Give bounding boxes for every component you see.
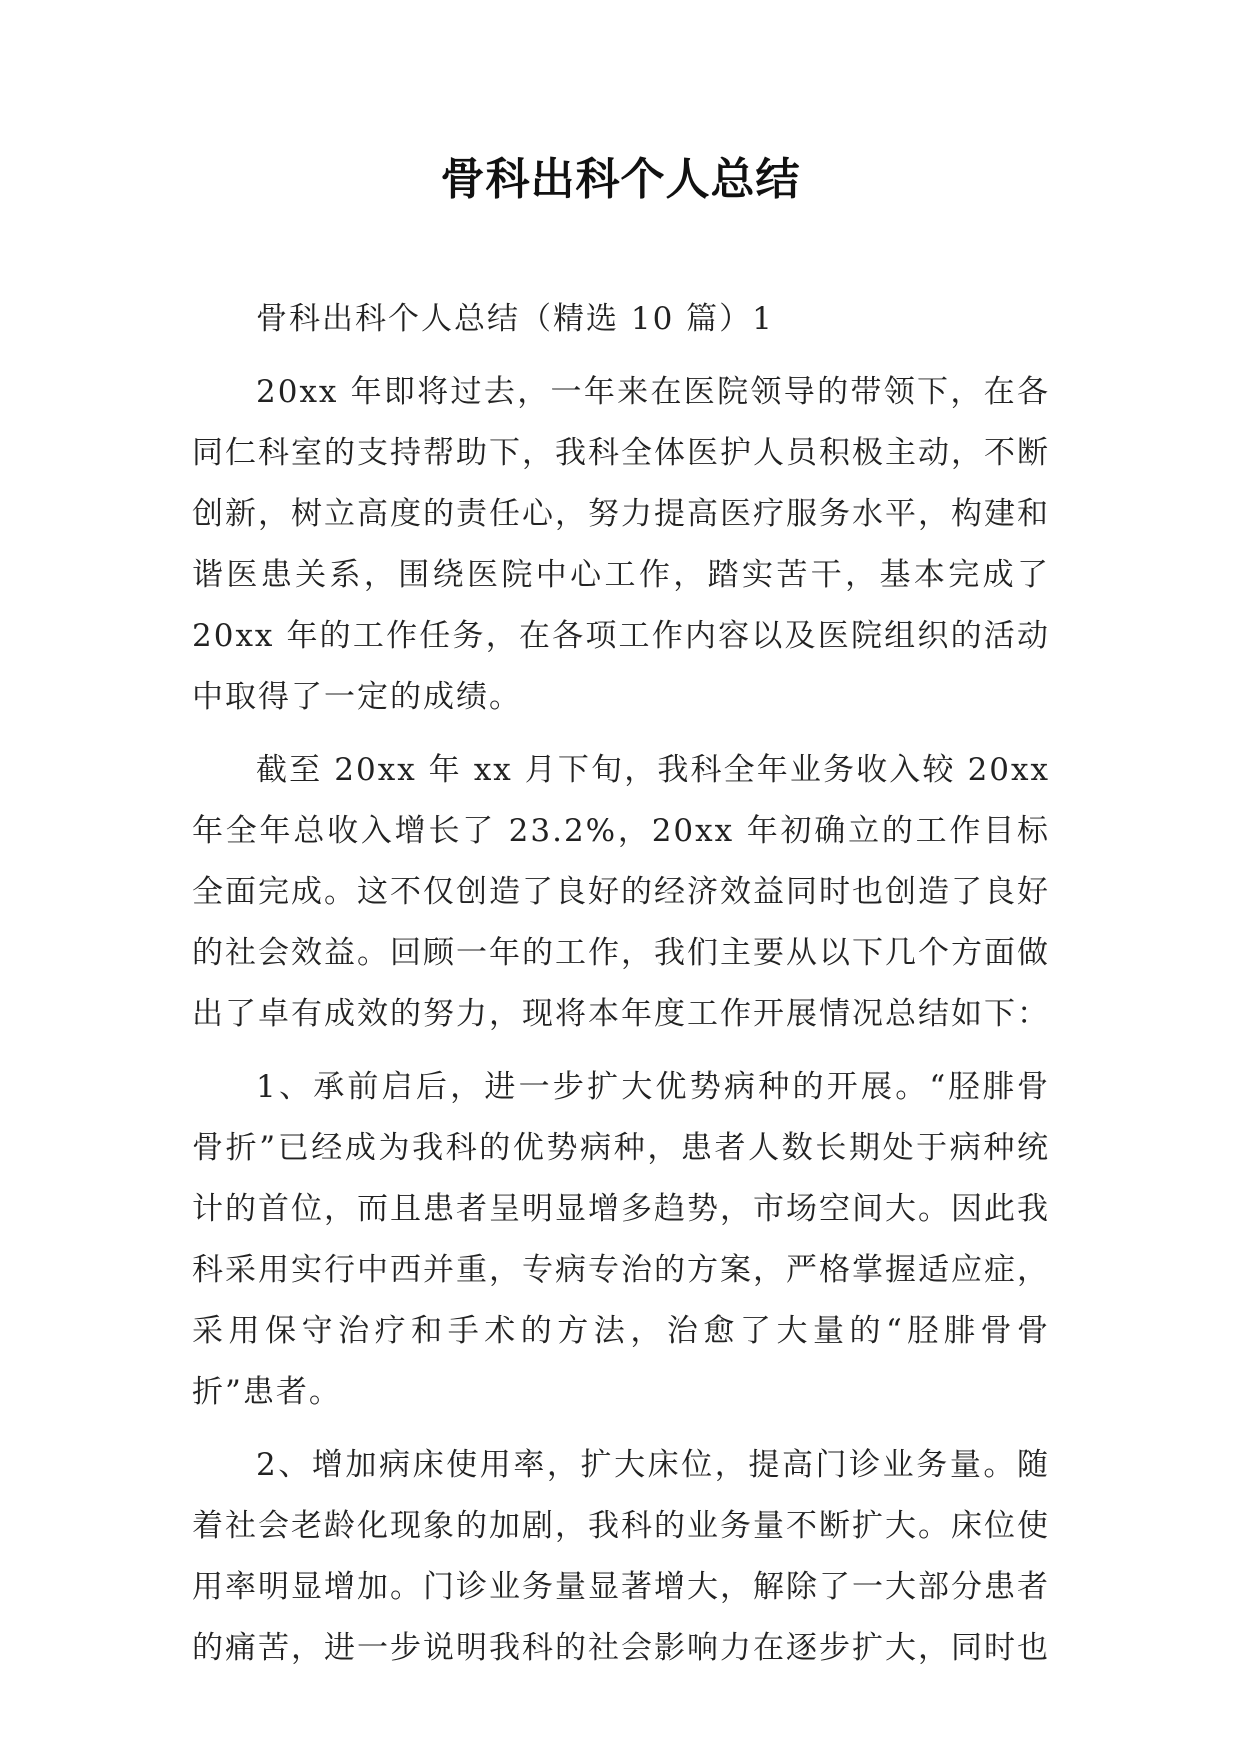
document-body [192, 289, 1050, 1679]
document-title: 骨科出科个人总结 [440, 154, 801, 205]
paragraph-revenue: 截至 20xx 年 xx 月下旬，我科全年业务收入较 20xx 年全年总收入增长了 23.2%，20xx 年初确立的工作目标全面完成。这不仅创造了良好的经济效益同时也创造了良好的社会效益。回顾一年的工作，我们主要从以下几个方面做出了卓有成效的努力，现将本年度工作开展情况总结如下： [192, 752, 1050, 1032]
document-subtitle: 骨科出科个人总结（精选 10 篇）1 [256, 301, 774, 337]
paragraph-intro: 20xx 年即将过去，一年来在医院领导的带领下，在各同仁科室的支持帮助下，我科全体医护人员积极主动，不断创新，树立高度的责任心，努力提高医疗服务水平，构建和谐医患关系，围绕医院中心工作，踏实苦干，基本完成了 20xx 年的工作任务，在各项工作内容以及医院组织的活动中取得了一定的成绩。 [192, 374, 1050, 715]
paragraph-item-1: 1、承前启后，进一步扩大优势病种的开展。“胫腓骨骨折”已经成为我科的优势病种，患者人数长期处于病种统计的首位，而且患者呈明显增多趋势，市场空间大。因此我科采用实行中西并重，专病专治的方案，严格掌握适应症，采用保守治疗和手术的方法，治愈了大量的“胫腓骨骨折”患者。 [192, 1069, 1050, 1410]
paragraph-item-2: 2、增加病床使用率，扩大床位，提高门诊业务量。随着社会老龄化现象的加剧，我科的业务量不断扩大。床位使用率明显增加。门诊业务量显著增大，解除了一大部分患者的痛苦，进一步说明我科的社会影响力在逐步扩大，同时也 [192, 1447, 1050, 1666]
